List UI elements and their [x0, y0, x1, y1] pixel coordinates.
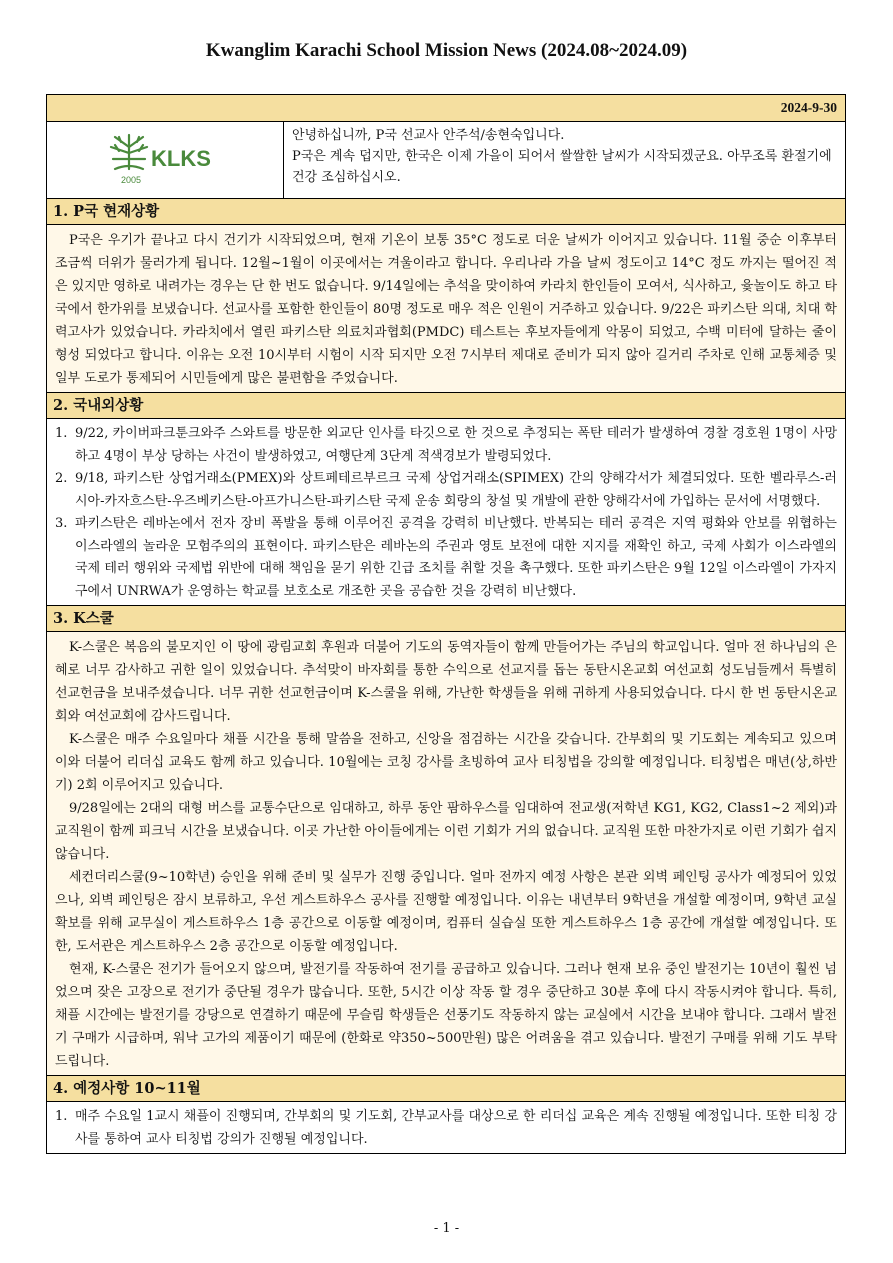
- section-heading-schedule: 4. 예정사항 10~11월: [47, 1075, 845, 1102]
- newsletter-title: Kwanglim Karachi School Mission News (2024.08~2024.09): [205, 40, 688, 61]
- intro-line-1: 안녕하십니까, P국 선교사 안주석/송현숙입니다.: [292, 128, 565, 143]
- intro-text: [284, 122, 845, 198]
- intro-row: [47, 122, 845, 199]
- section-body-current-status: [47, 225, 845, 392]
- paragraph: 9/28일에는 2대의 대형 버스를 교통수단으로 임대하고, 하루 동안 팜하우스를 임대하여 전교생(저학년 KG1, KG2, Class1~2 제외)과 교직원이 함께 피크닉 시간을 보냈습니다. 이곳 가난한 아이들에게는 이런 기회가 거의 없습니다. 교직원 또한 마찬가지로 이런 기회가 쉽지 않습니다.: [55, 801, 837, 862]
- list-item: 1. 매주 수요일 1교시 채플이 진행되며, 간부회의 및 기도회, 간부교사를 대상으로 한 리더십 교육은 계속 진행될 예정입니다. 또한 티칭 강사를 통하여 교사 티칭법 강의가 진행될 예정입니다.: [55, 1109, 837, 1147]
- paragraph: 세컨더리스쿨(9~10학년) 승인을 위해 준비 및 실무가 진행 중입니다. 얼마 전까지 예정 사항은 본관 외벽 페인팅 공사가 예정되어 있었으나, 외벽 페인팅은 잠시 보류하고, 우선 게스트하우스 공사를 진행할 예정입니다. 이유는 내년부터 9학년을 개설할 예정이며, 9학년 교실 확보를 위해 교무실이 게스트하우스 1층 공간으로 이동할 예정이며, 컴퓨터 실습실 또한 게스트하우스 1층 공간에 개설할 예정입니다. 또한, 도서관은 게스트하우스 2층 공간으로 이동할 예정입니다.: [55, 870, 837, 954]
- section-body-k-school: [47, 632, 845, 1075]
- list-item: 3. 파키스탄은 레바논에서 전자 장비 폭발을 통해 이루어진 공격을 강력히 비난했다. 반복되는 테러 공격은 지역 평화와 안보를 위협하는 이스라엘의 놀라운 모험주의의 표현이다. 파키스탄은 레바논의 주권과 영토 보전에 대한 지지를 재확인 하고, 국제 사회가 이스라엘의 국제 테러 행위와 국제법 위반에 대해 책임을 묻기 위한 긴급 조치를 취할 것을 촉구했다. 또한 파키스탄은 9월 12일 이스라엘이 가자지구에서 UNRWA가 운영하는 학교를 보호소로 개조한 곳을 공습한 것을 강력히 비난했다.: [55, 516, 837, 599]
- list-item: 1. 9/22, 카이버파크툰크와주 스와트를 방문한 외교단 인사를 타깃으로 한 것으로 추정되는 폭탄 테러가 발생하여 경찰 경호원 1명이 사망하고 4명이 부상 당하는 사건이 발생하였고, 여행단계 3단계 적색경보가 발령되었다.: [55, 426, 837, 464]
- section-heading-domestic-international: 2. 국내외상황: [47, 392, 845, 419]
- page-number: - 1 -: [433, 1221, 460, 1236]
- logo-text: KLKS: [151, 146, 211, 171]
- palm-leaf-logo-icon: [105, 127, 225, 193]
- section-body-schedule: [47, 1102, 845, 1153]
- paragraph: 현재, K-스쿨은 전기가 들어오지 않으며, 발전기를 작동하여 전기를 공급하고 있습니다. 그러나 현재 보유 중인 발전기는 10년이 훨씬 넘었으며 잦은 고장으로 전기가 중단될 경우가 많습니다. 또한, 5시간 이상 작동 할 경우 중단하고 30분 후에 다시 작동시켜야 합니다. 특히, 채플 시간에는 발전기를 강당으로 연결하기 때문에 무슬림 학생들은 선풍기도 작동하지 않는 교실에서 시간을 보내야 합니다. 그래서 발전기 구매가 시급하며, 워낙 고가의 제품이기 때문에 (한화로 약350~500만원) 많은 어려움을 겪고 있습니다. 발전기 구매를 위해 기도 부탁드립니다.: [55, 962, 837, 1069]
- paragraph: K-스쿨은 복음의 불모지인 이 땅에 광림교회 후원과 더불어 기도의 동역자들이 함께 만들어가는 주님의 학교입니다. 얼마 전 하나님의 은혜로 너무 감사하고 귀한 일이 있었습니다. 추석맞이 바자회를 통한 수익으로 선교지를 돕는 동탄시온교회 여선교회 성도님들께서 특별히 선교헌금을 보내주셨습니다. 너무 귀한 선교헌금이며 K-스쿨을 위해, 가난한 학생들을 위해 귀하게 사용되었습니다. 다시 한 번 동탄시온교회와 여선교회에 감사드립니다.: [55, 640, 837, 724]
- paragraph: K-스쿨은 매주 수요일마다 채플 시간을 통해 말씀을 전하고, 신앙을 점검하는 시간을 갖습니다. 간부회의 및 기도회는 계속되고 있으며 이와 더불어 리더십 교육도 함께 하고 있습니다. 10월에는 코칭 강사를 초빙하여 교사 티칭법을 강의할 예정입니다. 티칭법은 매년(상,하반기) 2회 이루어지고 있습니다.: [55, 732, 837, 793]
- paragraph: P국은 우기가 끝나고 다시 건기가 시작되었으며, 현재 기온이 보통 35°C 정도로 더운 날씨가 이어지고 있습니다. 11월 중순 이후부터 조금씩 더위가 물러가게 됩니다. 12월~1월이 이곳에서는 겨울이라고 합니다. 우리나라 가을 날씨 정도이고 14°C 정도 까지는 떨어진 적은 있지만 영하로 내려가는 경우는 단 한 번도 없습니다. 9/14일에는 추석을 맞이하여 카라치 한인들이 모여서, 식사하고, 윷놀이도 하고 타국에서 한가위를 보냈습니다. 선교사를 포함한 한인들이 80명 정도로 매우 적은 인원이 거주하고 있습니다. 9/22은 파키스탄 의대, 치대 학력고사가 있었습니다. 카라치에서 열린 파키스탄 의료치과협회(PMDC) 테스트는 후보자들에게 악몽이 되었고, 수백 미터에 달하는 줄이 형성 되었다고 합니다. 이유는 오전 10시부터 시험이 시작 되지만 오전 7시부터 제대로 준비가 되지 않아 길거리 주차로 인해 교통체증 및 일부 도로가 통제되어 시민들에게 많은 불편함을 주었습니다.: [55, 233, 837, 386]
- list-item: 2. 9/18, 파키스탄 상업거래소(PMEX)와 상트페테르부르크 국제 상업거래소(SPIMEX) 간의 양해각서가 체결되었다. 또한 벨라루스-러시아-카자흐스탄-우즈베키스탄-아프가니스탄-파키스탄 국제 운송 회랑의 창설 및 개발에 관한 양해각서에 가입하는 문서에 서명했다.: [55, 471, 837, 509]
- newsletter-body: [46, 94, 846, 1154]
- section-heading-current-status: 1. P국 현재상황: [47, 199, 845, 225]
- section-body-domestic-international: [47, 419, 845, 605]
- section-heading-k-school: 3. K스쿨: [47, 605, 845, 632]
- logo-year: 2005: [121, 175, 142, 185]
- issue-date: 2024-9-30: [47, 95, 845, 122]
- intro-line-2: P국은 계속 덥지만, 한국은 이제 가을이 되어서 쌀쌀한 날씨가 시작되겠군요. 아무조록 환절기에 건강 조심하십시오.: [292, 149, 832, 185]
- school-logo: [47, 122, 284, 198]
